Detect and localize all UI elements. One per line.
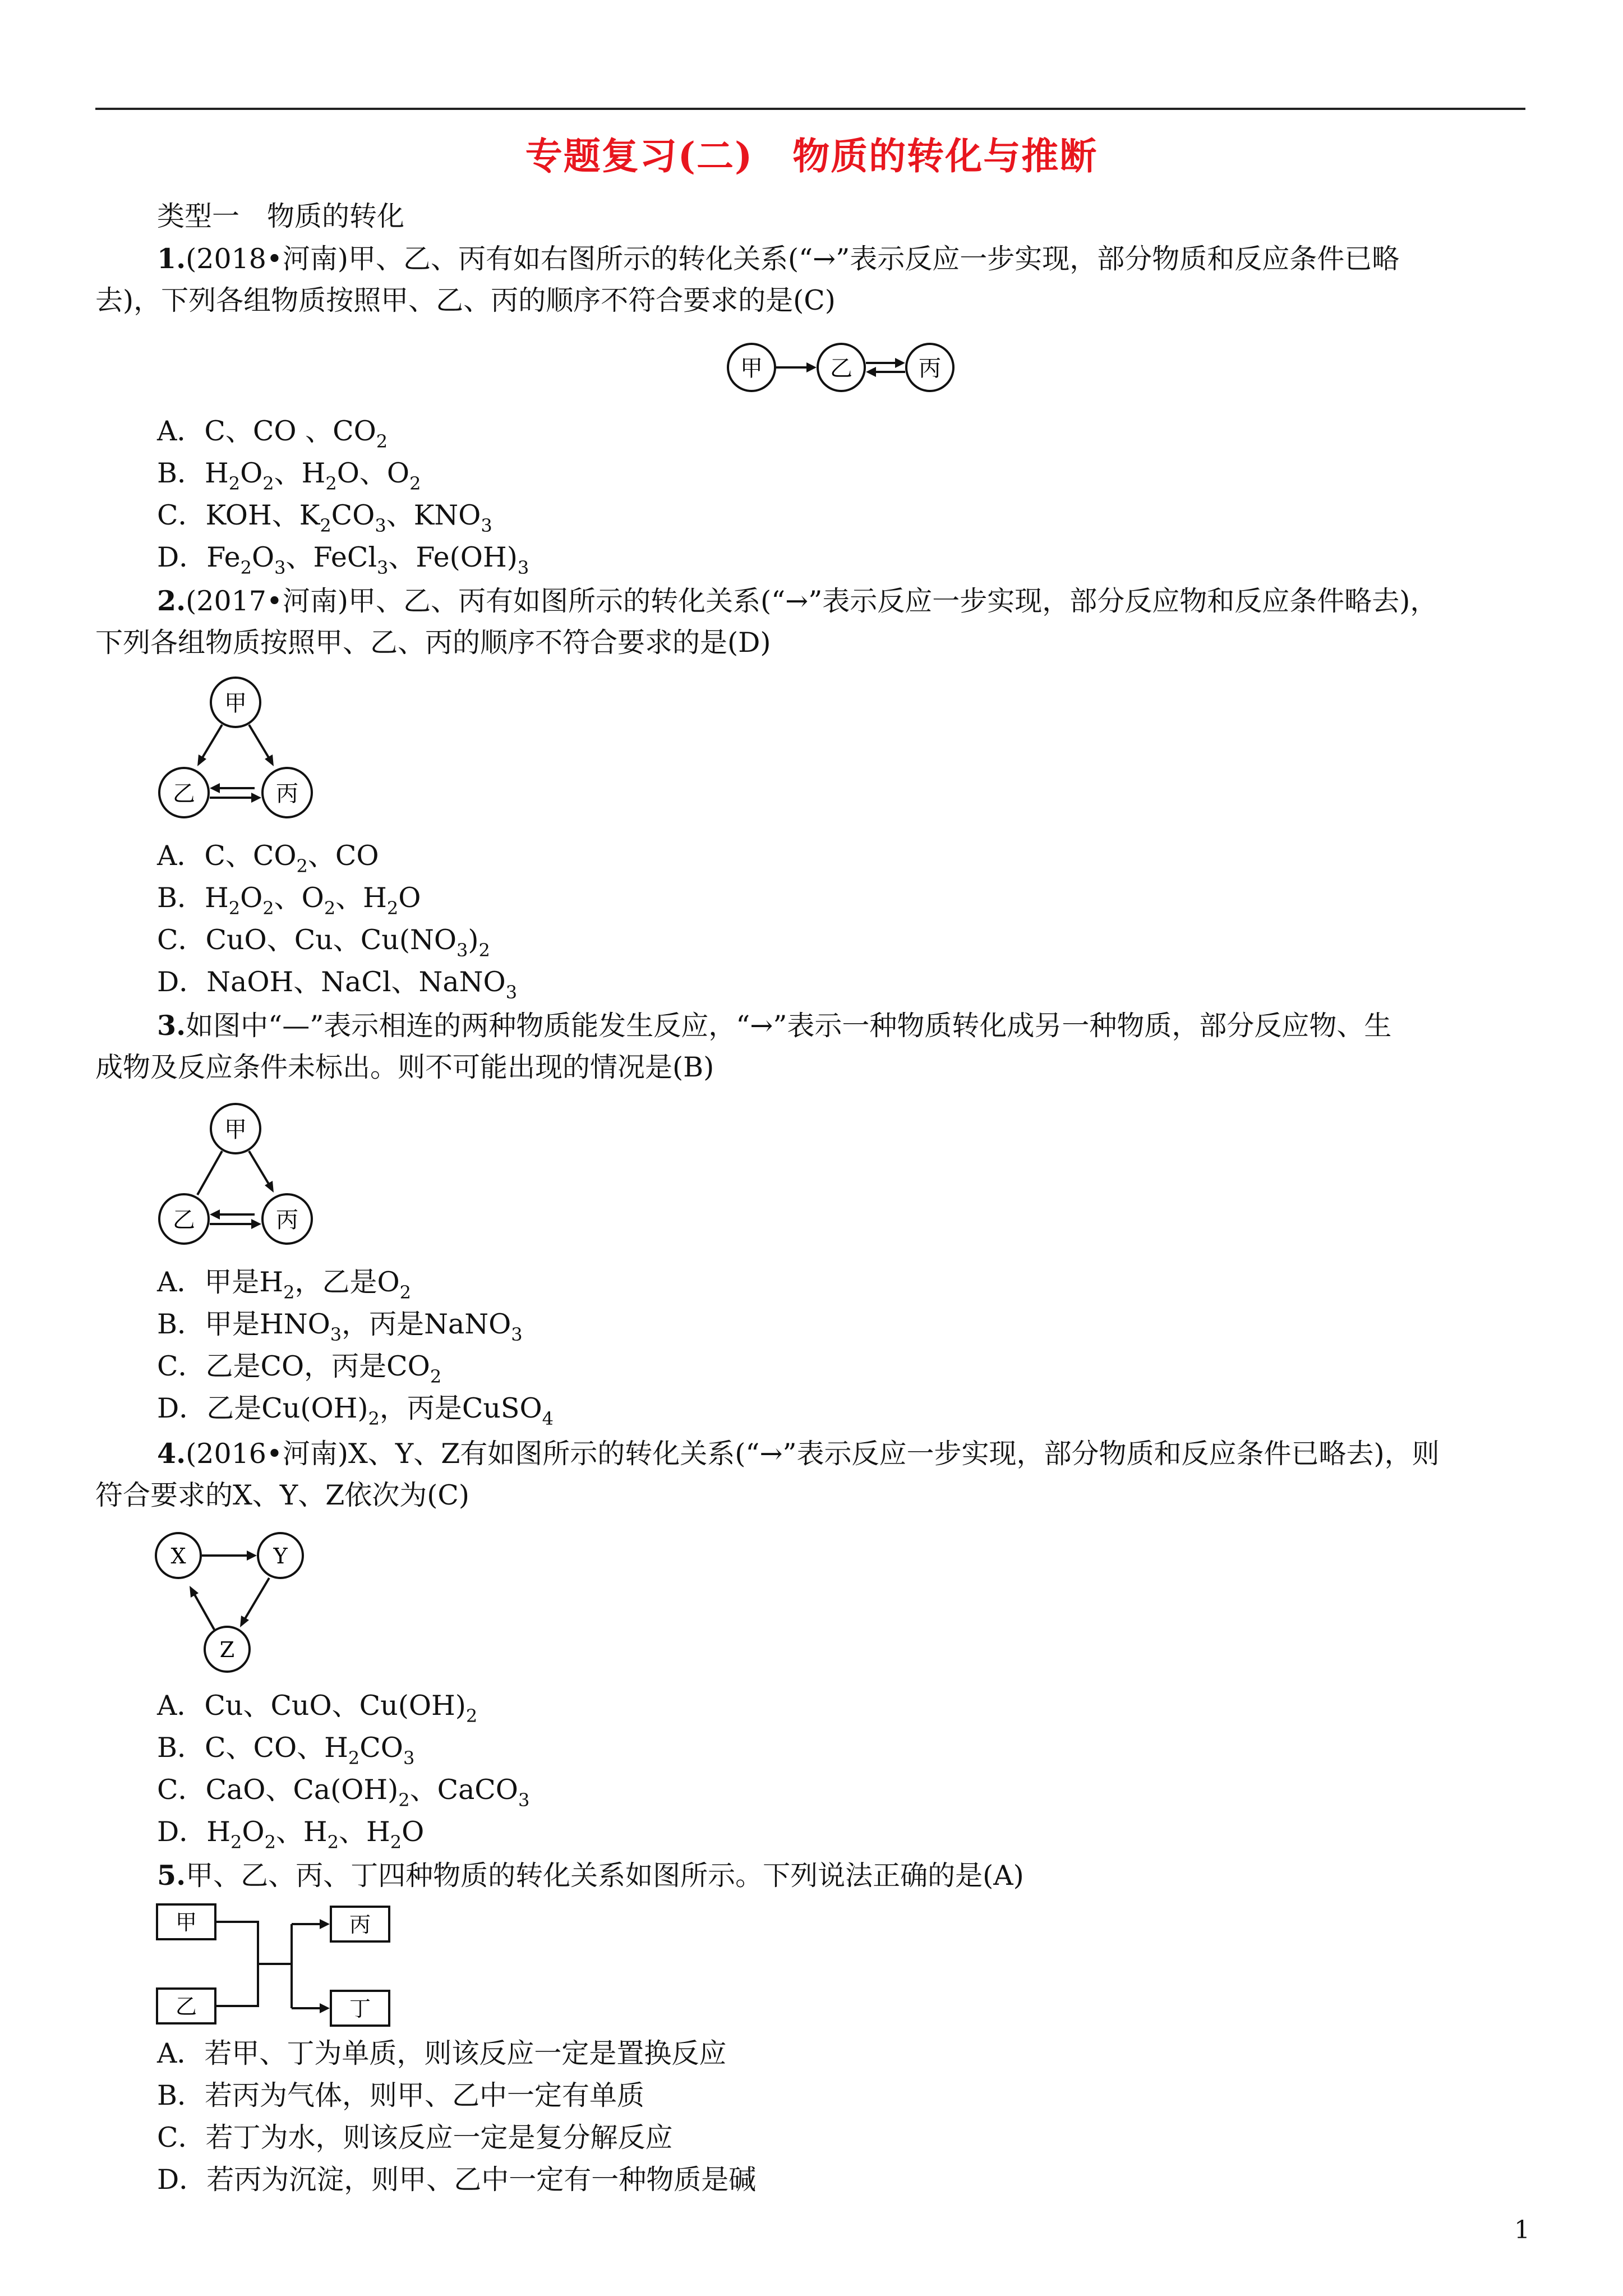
- q4-label-z: Z: [219, 1637, 235, 1662]
- q4-diagram: [151, 1529, 314, 1680]
- q5-option-b: B．若丙为气体，则甲、乙中一定有单质: [157, 2079, 645, 2111]
- title-part1: 专题复习(二): [525, 134, 754, 178]
- q1-stem-line2: 去)，下列各组物质按照甲、乙、丙的顺序不符合要求的是(C): [95, 284, 836, 316]
- q5-label-d: 丁: [349, 1996, 371, 2021]
- q3-diagram: [151, 1099, 331, 1251]
- q2-label-b: 乙: [173, 781, 195, 807]
- q4-option-b: B．C、CO、$H_2CO_3$: [157, 1732, 415, 1769]
- q3-label-b: 乙: [173, 1207, 195, 1233]
- q5-number: 5.: [157, 1859, 186, 1892]
- q2-stem-line1: 2.(2017•河南)甲、乙、丙有如图所示的转化关系(“→”表示反应一步实现，部分反应物和反应条件略去)，: [157, 585, 1438, 617]
- q1-label-c: 丙: [919, 356, 941, 381]
- q1-label-b: 乙: [830, 356, 852, 381]
- q4-arrow-y-z: [245, 1578, 269, 1619]
- q2-diagram: [151, 673, 331, 825]
- q2-arrow-a-b: [202, 725, 222, 758]
- q5-label-a: 甲: [175, 1910, 197, 1935]
- q4-arrow-z-x: [194, 1594, 214, 1630]
- q2-option-a: A．C、$CO_2$、CO: [157, 840, 379, 877]
- q4-stem-line2: 符合要求的X、Y、Z依次为(C): [95, 1479, 470, 1511]
- q1-stem-line1: 1.(2018•河南)甲、乙、丙有如右图所示的转化关系(“→”表示反应一步实现，部分物质和反应条件已略: [157, 242, 1400, 275]
- q5-connector-left: [215, 1922, 258, 2006]
- q1-diagram: [723, 337, 959, 398]
- q3-label-c: 丙: [276, 1207, 298, 1233]
- q3-option-d: D．乙是$Cu(OH)_2$，丙是CuSO$_4$: [157, 1392, 554, 1429]
- page-title: [0, 126, 1623, 180]
- q4-label-y: Y: [273, 1544, 288, 1568]
- section-heading: 类型一 物质的转化: [157, 200, 405, 232]
- q1-option-b: B．$H_2O_2$、$H_2O$、$O_2$: [157, 457, 421, 494]
- q4-option-c: C．CaO、$Ca(OH)_2$、CaCO$_3$: [157, 1774, 530, 1811]
- q3-label-a: 甲: [224, 1117, 247, 1143]
- q2-label-c: 丙: [276, 781, 298, 807]
- q2-arrow-a-c: [249, 725, 269, 758]
- q4-stem-line1: 4.(2016•河南)X、Y、Z有如图所示的转化关系(“→”表示反应一步实现，部分物质和反应条件已略去)，则: [157, 1437, 1440, 1470]
- q3-line-a-b: [197, 1151, 222, 1195]
- q4-label-x: X: [170, 1544, 186, 1568]
- title-part2: 物质的转化与推断: [792, 134, 1098, 178]
- q5-label-c: 丙: [349, 1912, 371, 1937]
- q3-arrow-a-c: [249, 1151, 269, 1185]
- q1-option-a: A．C、CO 、$CO_2$: [157, 415, 388, 452]
- q1-number: 1.: [157, 242, 186, 275]
- q3-option-c: C．乙是CO，丙是$CO_2$: [157, 1350, 442, 1387]
- q3-stem-line1: 3.如图中“—”表示相连的两种物质能发生反应，“→”表示一种物质转化成另一种物质，部分反应物、生: [157, 1009, 1392, 1042]
- q5-diagram: [151, 1899, 398, 2033]
- q3-stem-line2: 成物及反应条件未标出。则不可能出现的情况是(B): [95, 1051, 714, 1083]
- q5-stem-line1: 5.甲、乙、丙、丁四种物质的转化关系如图所示。下列说法正确的是(A): [157, 1859, 1024, 1892]
- q4-number: 4.: [157, 1437, 186, 1470]
- q2-option-c: C．CuO、Cu、$Cu(NO_3)_2$: [157, 924, 490, 961]
- q5-option-d: D．若丙为沉淀，则甲、乙中一定有一种物质是碱: [157, 2164, 757, 2196]
- q5-option-c: C．若丁为水，则该反应一定是复分解反应: [157, 2122, 673, 2154]
- q2-option-d: D．NaOH、NaCl、NaNO$_3$: [157, 966, 518, 1003]
- q2-label-a: 甲: [224, 691, 247, 716]
- q2-number: 2.: [157, 585, 186, 617]
- q3-option-a: A．甲是$H_2$，乙是$O_2$: [157, 1266, 412, 1303]
- header-rule: [95, 108, 1525, 110]
- q4-option-d: D．$H_2O_2$、$H_2$、$H_2O$: [157, 1816, 425, 1853]
- q2-stem-line2: 下列各组物质按照甲、乙、丙的顺序不符合要求的是(D): [95, 627, 771, 659]
- q4-option-a: A．Cu、CuO、$Cu(OH)_2$: [157, 1690, 478, 1727]
- q2-option-b: B．$H_2O_2$、$O_2$、$H_2O$: [157, 882, 421, 919]
- page-number: 1: [1514, 2216, 1530, 2244]
- q1-option-c: C．KOH、$K_2CO_3$、$KNO_3$: [157, 499, 492, 536]
- q5-option-a: A．若甲、丁为单质，则该反应一定是置换反应: [157, 2037, 727, 2069]
- q1-label-a: 甲: [740, 356, 763, 381]
- q3-option-b: B．甲是$HNO_3$，丙是NaNO$_3$: [157, 1308, 523, 1345]
- q3-number: 3.: [157, 1009, 186, 1042]
- q1-option-d: D．$Fe_2O_3$、FeCl$_3$、$Fe(OH)_3$: [157, 541, 529, 578]
- q5-label-b: 乙: [175, 1994, 197, 2019]
